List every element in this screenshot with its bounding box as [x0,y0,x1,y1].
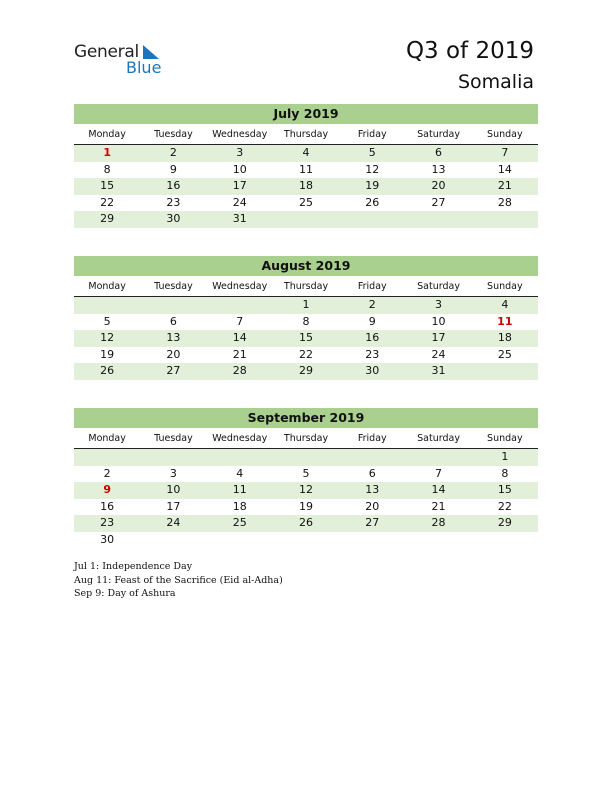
month-august [74,256,538,380]
week-row [74,499,538,516]
weekday-label: Wednesday [212,433,268,444]
day-cell: 4 [236,466,244,480]
day-cell: 12 [365,162,380,176]
weekday-label: Sunday [487,281,523,292]
day-cell: 9 [169,162,177,176]
day-cell: 12 [100,331,115,344]
day-cell: 15 [298,331,313,344]
day-cell [339,211,405,228]
day-cell: 20 [431,179,446,192]
weekday-label: Thursday [283,433,329,444]
weekday-label: Thursday [283,129,329,140]
day-cell: 30 [365,364,380,377]
day-cell: 16 [100,499,115,513]
week-row [74,162,538,179]
day-cell: 18 [298,179,313,192]
day-cell: 5 [368,146,376,159]
day-cell [207,297,273,314]
day-cell: 17 [232,179,247,192]
week-row [74,532,538,549]
day-cell: 24 [166,516,181,529]
week-row [74,211,538,228]
weekday-label: Friday [357,433,387,444]
day-cell: 5 [103,314,111,328]
day-cell: 29 [497,516,512,529]
day-cell: 30 [100,532,115,546]
day-cell [273,449,339,466]
week-row [74,347,538,364]
logo [74,42,174,78]
logo-blue-text: Blue [126,58,162,77]
day-cell: 9 [368,314,376,328]
weekday-label: Saturday [417,433,460,444]
day-cell: 11 [232,483,247,496]
week-row [74,178,538,195]
day-cell [339,532,405,549]
day-cell: 5 [302,466,310,480]
day-cell: 10 [232,162,247,176]
day-cell: 26 [365,195,380,209]
weeks [74,297,538,380]
day-cell: 29 [100,212,115,225]
day-cell [405,532,471,549]
day-cell: 28 [232,364,247,377]
month-september [74,408,538,548]
day-cell: 17 [166,499,181,513]
day-cell [472,532,538,549]
day-cell: 1 [302,298,310,311]
day-cell: 31 [232,212,247,225]
weekday-row [74,127,538,145]
day-cell [273,211,339,228]
day-cell: 3 [435,298,443,311]
day-cell: 20 [365,499,380,513]
day-cell: 22 [497,499,512,513]
week-row [74,145,538,162]
weekday-row [74,431,538,449]
day-cell: 30 [166,212,181,225]
day-cell: 23 [100,516,115,529]
day-cell: 8 [501,466,509,480]
day-cell: 23 [365,347,380,361]
day-cell: 2 [169,146,177,159]
week-row [74,195,538,212]
day-cell: 23 [166,195,181,209]
day-cell [339,449,405,466]
day-cell: 18 [232,499,247,513]
day-cell: 26 [298,516,313,529]
day-cell: 12 [298,483,313,496]
day-cell [207,449,273,466]
week-row [74,297,538,314]
day-cell: 2 [103,466,111,480]
day-cell: 27 [431,195,446,209]
day-cell [472,363,538,380]
day-cell: 10 [166,483,181,496]
day-cell: 27 [365,516,380,529]
day-cell: 14 [232,331,247,344]
day-cell: 1 [103,146,111,159]
day-cell: 25 [232,516,247,529]
weekday-label: Wednesday [212,129,268,140]
weekday-label: Friday [357,281,387,292]
day-cell: 4 [302,146,310,159]
month-july [74,104,538,228]
weekday-row [74,279,538,297]
week-row [74,449,538,466]
day-cell: 22 [100,195,115,209]
day-cell [405,211,471,228]
weekday-label: Tuesday [154,281,193,292]
day-cell: 11 [497,314,513,328]
day-cell: 6 [368,466,376,480]
day-cell: 13 [166,331,181,344]
holiday-note: Sep 9: Day of Ashura [74,588,176,600]
day-cell: 21 [232,347,247,361]
day-cell: 3 [236,146,244,159]
day-cell [140,532,206,549]
weekday-label: Friday [357,129,387,140]
day-cell: 18 [497,331,512,344]
day-cell: 16 [365,331,380,344]
day-cell: 17 [431,331,446,344]
week-row [74,363,538,380]
day-cell: 7 [501,146,509,159]
day-cell: 22 [298,347,313,361]
logo-general-text: General [74,42,139,62]
day-cell: 29 [298,364,313,377]
day-cell: 25 [497,347,512,361]
day-cell: 8 [302,314,310,328]
day-cell [74,297,140,314]
day-cell: 20 [166,347,181,361]
weeks [74,145,538,228]
month-header: July 2019 [74,104,538,124]
weekday-label: Monday [88,129,126,140]
day-cell: 4 [501,298,509,311]
day-cell: 15 [100,179,115,192]
day-cell: 21 [497,179,512,192]
weekday-label: Saturday [417,281,460,292]
week-row [74,314,538,331]
day-cell: 26 [100,364,115,377]
weekday-label: Sunday [487,433,523,444]
day-cell: 27 [166,364,181,377]
day-cell: 15 [497,483,512,496]
weekday-label: Tuesday [154,129,193,140]
weeks [74,449,538,548]
week-row [74,330,538,347]
day-cell [74,449,140,466]
day-cell [472,211,538,228]
day-cell: 24 [431,347,446,361]
day-cell: 19 [298,499,313,513]
holiday-note: Aug 11: Feast of the Sacrifice (Eid al-Adha) [74,574,283,586]
day-cell: 9 [103,483,111,496]
page-title: Q3 of 2019 [405,38,534,64]
month-header: August 2019 [74,256,538,276]
day-cell: 8 [103,162,111,176]
day-cell: 7 [435,466,443,480]
day-cell [405,449,471,466]
holiday-notes [74,560,283,601]
day-cell: 11 [298,162,313,176]
day-cell: 28 [497,195,512,209]
holiday-note: Jul 1: Independence Day [74,561,193,572]
week-row [74,482,538,499]
country-name: Somalia [457,71,534,93]
day-cell: 16 [166,179,181,192]
day-cell: 2 [368,298,376,311]
week-row [74,466,538,483]
day-cell: 6 [435,146,443,159]
weekday-label: Tuesday [154,433,193,444]
weekday-label: Wednesday [212,281,268,292]
weekday-label: Monday [88,433,126,444]
day-cell: 6 [169,314,177,328]
weekday-label: Sunday [487,129,523,140]
day-cell: 1 [501,450,509,463]
day-cell: 13 [431,162,446,176]
day-cell: 19 [100,347,115,361]
day-cell [273,532,339,549]
day-cell: 19 [365,179,380,192]
day-cell: 13 [365,483,380,496]
day-cell: 7 [236,314,244,328]
day-cell [140,297,206,314]
week-row [74,515,538,532]
day-cell: 31 [431,364,446,377]
day-cell: 10 [431,314,446,328]
weekday-label: Monday [88,281,126,292]
day-cell: 25 [298,195,313,209]
day-cell: 24 [232,195,247,209]
day-cell: 14 [431,483,446,496]
day-cell: 21 [431,499,446,513]
day-cell: 14 [497,162,512,176]
month-header: September 2019 [74,408,538,428]
day-cell: 28 [431,516,446,529]
weekday-label: Saturday [417,129,460,140]
day-cell [140,449,206,466]
day-cell: 3 [169,466,177,480]
day-cell [207,532,273,549]
weekday-label: Thursday [283,281,329,292]
